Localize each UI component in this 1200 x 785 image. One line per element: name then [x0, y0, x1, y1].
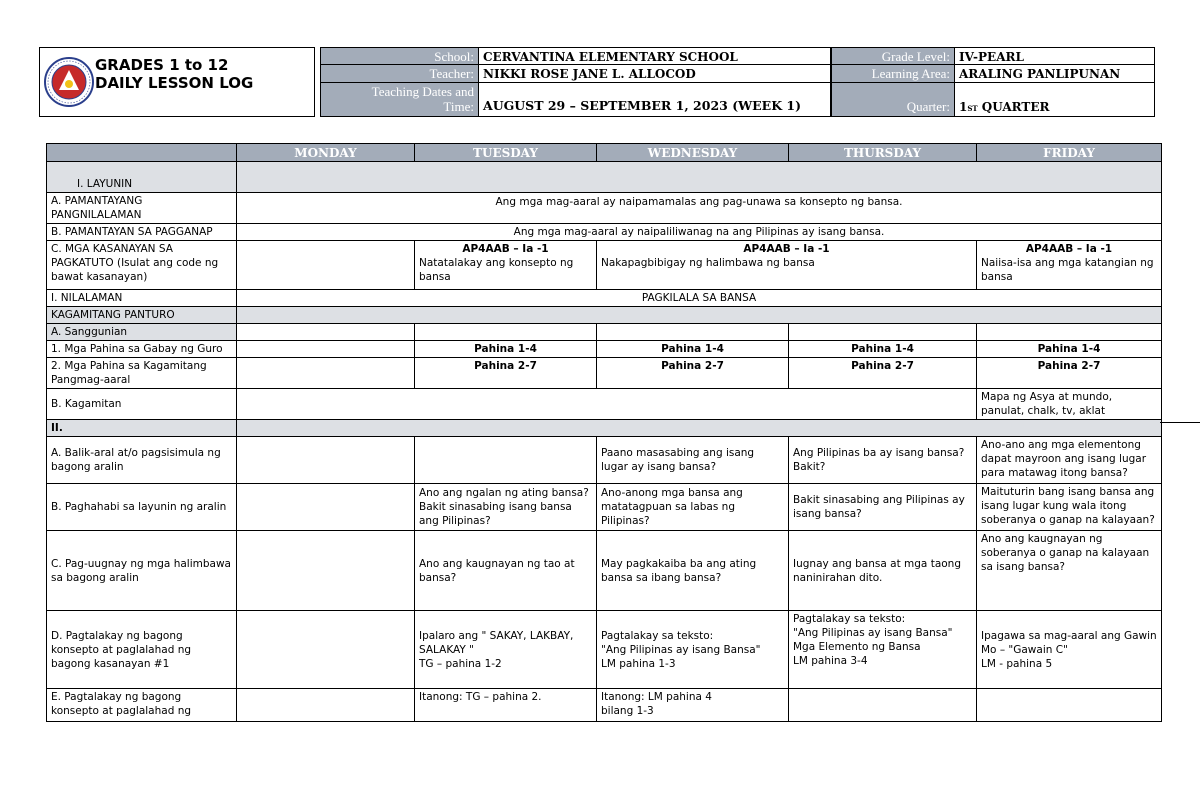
lesson-log-table: [46, 143, 1162, 722]
kasanayan-row: [47, 241, 1162, 290]
paguugnay-friday: Ano ang kaugnayan ng soberanya o ganap na kalayaan sa isang bansa?: [977, 531, 1162, 611]
header-logo-box: [39, 47, 315, 117]
title-line-2: DAILY LESSON LOG: [95, 74, 254, 92]
gabay-wednesday: Pahina 1-4: [597, 341, 789, 358]
paguugnay-monday: [237, 531, 415, 611]
kagamitan-friday: Mapa ng Asya at mundo, panulat, chalk, tv, aklat: [977, 389, 1162, 420]
paghahabi-label: B. Paghahabi sa layunin ng aralin: [47, 484, 237, 531]
pagtalakay2-friday: [977, 689, 1162, 722]
layunin-label: I. LAYUNIN: [47, 162, 237, 193]
teacher-value: NIKKI ROSE JANE L. ALLOCOD: [478, 64, 831, 83]
pamantayang-label: A. PAMANTAYANG PANGNILALAMAN: [47, 193, 237, 224]
layunin-row: [47, 162, 1162, 193]
day-header-friday: FRIDAY: [977, 144, 1162, 162]
kasanayan-wednesday: [597, 241, 977, 290]
pagtalakay2-monday: [237, 689, 415, 722]
gabay-thursday: Pahina 1-4: [789, 341, 977, 358]
balik-aral-monday: [237, 437, 415, 484]
balik-aral-friday: Ano-ano ang mga elementong dapat mayroon ang isang lugar para matawag itong bansa?: [977, 437, 1162, 484]
kagamitan-label: B. Kagamitan: [47, 389, 237, 420]
paghahabi-tuesday: Ano ang ngalan ng ating bansa? Bakit sinasabing isang bansa ang Pilipinas?: [415, 484, 597, 531]
pagtalakay1-monday: [237, 611, 415, 689]
day-header-blank: [47, 144, 237, 162]
quarter-label: Quarter:: [831, 82, 955, 117]
km-tuesday: Pahina 2-7: [415, 358, 597, 389]
grade-level-value: IV-PEARL: [954, 47, 1155, 65]
kagamitan-row: [47, 389, 1162, 420]
sanggunian-wednesday: [597, 324, 789, 341]
day-header-thursday: THURSDAY: [789, 144, 977, 162]
school-value: CERVANTINA ELEMENTARY SCHOOL: [478, 47, 831, 65]
kagamitan-mon-thu: [237, 389, 977, 420]
kasanayan-label: C. MGA KASANAYAN SA PAGKATUTO (Isulat ang code ng bawat kasanayan): [47, 241, 237, 290]
pagganap-text: Ang mga mag-aaral ay naipaliliwanag na ang Pilipinas ay isang bansa.: [237, 224, 1162, 241]
quarter-number: 1: [959, 100, 968, 114]
balik-aral-tuesday: [415, 437, 597, 484]
gabay-row: [47, 341, 1162, 358]
day-header-tuesday: TUESDAY: [415, 144, 597, 162]
pagtalakay1-row: [47, 611, 1162, 689]
pagtalakay1-thursday: Pagtalakay sa teksto: "Ang Pilipinas ay isang Bansa" Mga Elemento ng Bansa LM pahina 3-4: [789, 611, 977, 689]
overflow-rule-line: [1160, 422, 1200, 423]
sanggunian-thursday: [789, 324, 977, 341]
kasanayan-friday-text: Naiisa-isa ang mga katangian ng bansa: [981, 257, 1154, 283]
kagamitang-label: KAGAMITANG PANTURO: [47, 307, 237, 324]
pagganap-row: [47, 224, 1162, 241]
deped-seal-icon: [42, 50, 96, 114]
pamantayang-row: [47, 193, 1162, 224]
ii-label: II.: [47, 420, 237, 437]
pamantayang-text: Ang mga mag-aaral ay naipamamalas ang pag-unawa sa konsepto ng bansa.: [237, 193, 1162, 224]
title-line-1: GRADES 1 to 12: [95, 56, 229, 74]
paghahabi-thursday: Bakit sinasabing ang Pilipinas ay isang bansa?: [789, 484, 977, 531]
pagtalakay1-label: D. Pagtalakay ng bagong konsepto at paglalahad ng bagong kasanayan #1: [47, 611, 237, 689]
gabay-friday: Pahina 1-4: [977, 341, 1162, 358]
quarter-value: [954, 82, 1155, 117]
km-monday: [237, 358, 415, 389]
teaching-dates-label-line2: Time:: [443, 99, 474, 114]
ii-row: [47, 420, 1162, 437]
nilalaman-label: I. NILALAMAN: [47, 290, 237, 307]
pagtalakay2-wednesday: Itanong: LM pahina 4 bilang 1-3: [597, 689, 789, 722]
pagtalakay2-tuesday: Itanong: TG – pahina 2.: [415, 689, 597, 722]
learning-area-value: ARALING PANLIPUNAN: [954, 64, 1155, 83]
kagamitang-mag-row: [47, 358, 1162, 389]
paguugnay-wednesday: May pagkakaiba ba ang ating bansa sa ibang bansa?: [597, 531, 789, 611]
kasanayan-wednesday-text: Nakapagbibigay ng halimbawa ng bansa: [601, 257, 815, 269]
teaching-dates-value: AUGUST 29 – SEPTEMBER 1, 2023 (WEEK 1): [478, 82, 831, 117]
kasanayan-monday: [237, 241, 415, 290]
km-thursday: Pahina 2-7: [789, 358, 977, 389]
sanggunian-label: A. Sanggunian: [47, 324, 237, 341]
teacher-label: Teacher:: [320, 64, 479, 83]
pagtalakay1-wednesday: Pagtalakay sa teksto: "Ang Pilipinas ay isang Bansa" LM pahina 1-3: [597, 611, 789, 689]
kagamitang-content: [237, 307, 1162, 324]
pagtalakay1-friday: Ipagawa sa mag-aaral ang Gawin Mo – "Gawain C" LM - pahina 5: [977, 611, 1162, 689]
pagtalakay1-tuesday: Ipalaro ang " SAKAY, LAKBAY, SALAKAY " TG – pahina 1-2: [415, 611, 597, 689]
sanggunian-friday: [977, 324, 1162, 341]
kagamitang-mag-label: 2. Mga Pahina sa Kagamitang Pangmag-aaral: [47, 358, 237, 389]
gabay-label: 1. Mga Pahina sa Gabay ng Guro: [47, 341, 237, 358]
day-header-wednesday: WEDNESDAY: [597, 144, 789, 162]
km-friday: Pahina 2-7: [977, 358, 1162, 389]
paguugnay-row: [47, 531, 1162, 611]
pagtalakay2-row: [47, 689, 1162, 722]
balik-aral-label: A. Balik-aral at/o pagsisimula ng bagong aralin: [47, 437, 237, 484]
paghahabi-monday: [237, 484, 415, 531]
sanggunian-monday: [237, 324, 415, 341]
gabay-tuesday: Pahina 1-4: [415, 341, 597, 358]
day-header-row: [47, 144, 1162, 162]
pagganap-label: B. PAMANTAYAN SA PAGGANAP: [47, 224, 237, 241]
kasanayan-friday-code: AP4AAB – Ia -1: [1025, 243, 1113, 255]
kasanayan-tuesday-text: Natatalakay ang konsepto ng bansa: [419, 257, 574, 283]
paghahabi-row: [47, 484, 1162, 531]
km-wednesday: Pahina 2-7: [597, 358, 789, 389]
gabay-monday: [237, 341, 415, 358]
paguugnay-thursday: Iugnay ang bansa at mga taong naninirahan dito.: [789, 531, 977, 611]
kasanayan-tuesday-code: AP4AAB – Ia -1: [462, 243, 549, 255]
paghahabi-wednesday: Ano-anong mga bansa ang matatagpuan sa labas ng Pilipinas?: [597, 484, 789, 531]
paghahabi-friday: Maituturin bang isang bansa ang isang lugar kung wala itong soberanya o ganap na kalayaan?: [977, 484, 1162, 531]
ii-content: [237, 420, 1162, 437]
school-label: School:: [320, 47, 479, 65]
paguugnay-tuesday: Ano ang kaugnayan ng tao at bansa?: [415, 531, 597, 611]
kasanayan-wednesday-code: AP4AAB – Ia -1: [743, 243, 830, 255]
sanggunian-tuesday: [415, 324, 597, 341]
balik-aral-wednesday: Paano masasabing ang isang lugar ay isang bansa?: [597, 437, 789, 484]
sanggunian-row: [47, 324, 1162, 341]
day-header-monday: MONDAY: [237, 144, 415, 162]
quarter-word: QUARTER: [977, 100, 1050, 114]
layunin-content: [237, 162, 1162, 193]
teaching-dates-label: [320, 82, 479, 117]
balik-aral-thursday: Ang Pilipinas ba ay isang bansa? Bakit?: [789, 437, 977, 484]
learning-area-label: Learning Area:: [831, 64, 955, 83]
grade-level-label: Grade Level:: [831, 47, 955, 65]
teaching-dates-label-line1: Teaching Dates and: [371, 84, 474, 99]
pagtalakay2-thursday: [789, 689, 977, 722]
balik-aral-row: [47, 437, 1162, 484]
kasanayan-tuesday: [415, 241, 597, 290]
paguugnay-label: C. Pag-uugnay ng mga halimbawa sa bagong aralin: [47, 531, 237, 611]
pagtalakay2-label: E. Pagtalakay ng bagong konsepto at paglalahad ng: [47, 689, 237, 722]
nilalaman-row: [47, 290, 1162, 307]
kasanayan-friday: [977, 241, 1162, 290]
nilalaman-text: PAGKILALA SA BANSA: [237, 290, 1162, 307]
kagamitang-row: [47, 307, 1162, 324]
quarter-suffix: ST: [967, 104, 978, 113]
